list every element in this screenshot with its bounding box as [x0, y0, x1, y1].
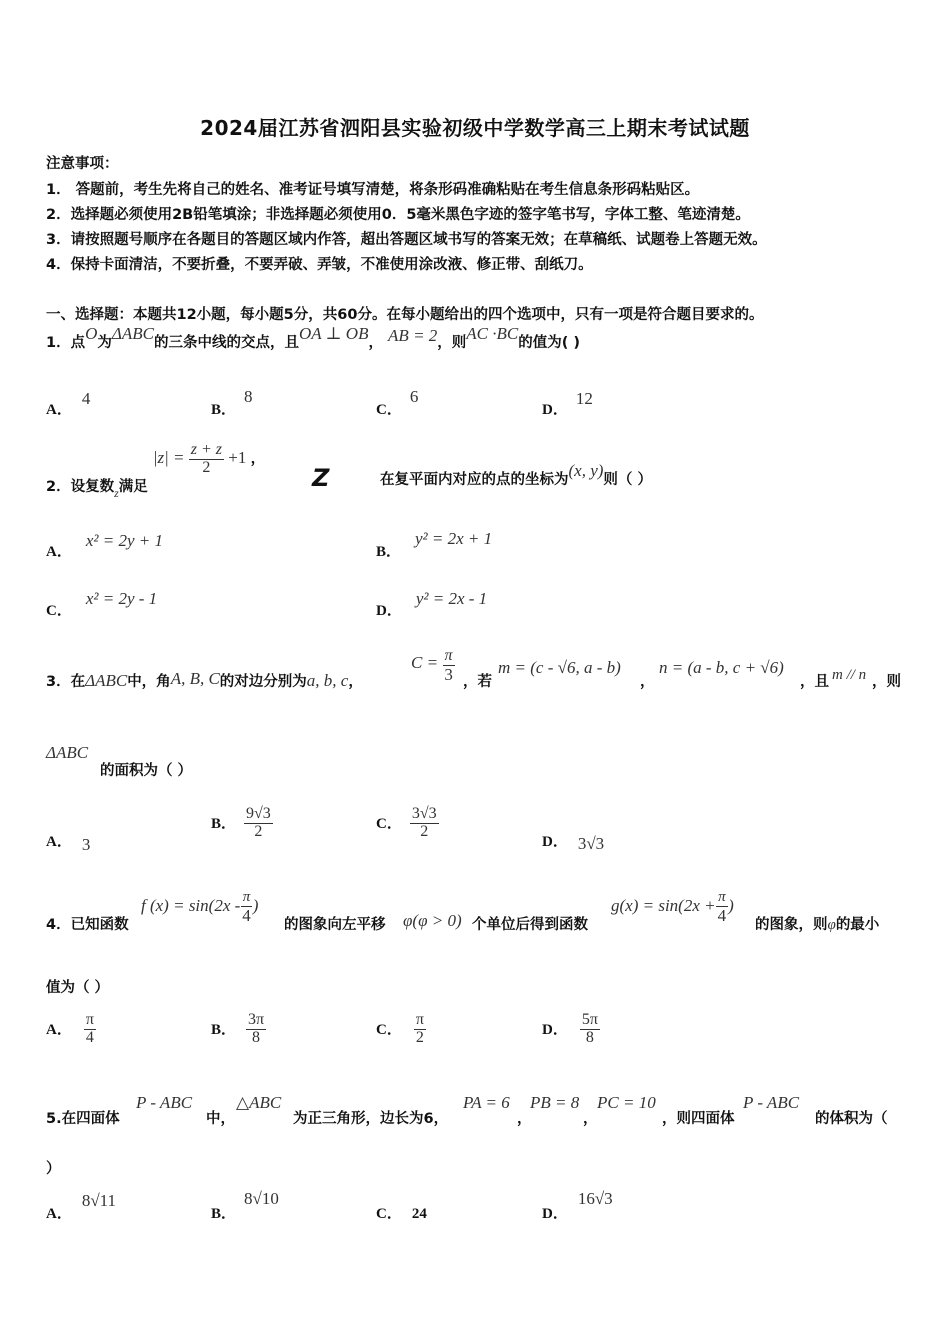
q2-text: 2．设复数: [46, 479, 115, 496]
q3-text: 的对边分别为: [219, 674, 307, 690]
q5-comma: ，: [583, 1111, 598, 1127]
q5-triangle: △ABC: [236, 1093, 282, 1112]
notice-item: 2．选择题必须使用2B铅笔填涂；非选择题必须使用0．5毫米黑色字迹的签字笔书写，字体工整、笔迹清楚。: [46, 207, 750, 223]
q3-ruo: ，若: [463, 674, 492, 690]
option-value: 3: [81, 835, 91, 854]
q5-text: 中，: [206, 1111, 235, 1127]
q3-three: 3: [444, 664, 453, 684]
q2-option-d[interactable]: [376, 588, 488, 619]
option-denominator: 2: [420, 822, 429, 840]
q4-g-expr: g(x) = sin(2x +: [611, 896, 716, 916]
notice-heading: 注意事项：: [46, 156, 119, 172]
question-1: [46, 324, 581, 352]
option-label: A．: [46, 402, 72, 418]
option-label: D．: [542, 402, 568, 418]
q4-pi: π: [718, 889, 726, 905]
q3-pi-over-3: [442, 648, 455, 684]
q1-option-b[interactable]: [211, 386, 253, 418]
q2-variable-z: z: [114, 486, 119, 501]
question-2: [46, 441, 266, 501]
q4-option-d[interactable]: [542, 1012, 600, 1047]
q2-denominator: 2: [202, 458, 211, 476]
q1-point-o: O: [85, 324, 98, 343]
q5-pa: PA = 6: [463, 1093, 510, 1112]
q1-dot-product: AC ·BC: [466, 324, 519, 343]
q3-triangle-2: ΔABC: [46, 743, 89, 762]
q2-fraction: [189, 442, 224, 477]
q4-pi: π: [242, 889, 251, 905]
option-label: B．: [211, 1021, 237, 1038]
option-label: A．: [46, 544, 72, 560]
q3-option-c[interactable]: [376, 806, 439, 841]
q4-phi: φ: [827, 917, 836, 933]
option-label: D．: [542, 1206, 568, 1222]
q4-phi-condition: φ(φ > 0): [403, 911, 462, 930]
q2-text: 在复平面内对应的点的坐标为: [380, 472, 569, 488]
q5-text-continued: ）: [46, 1161, 61, 1177]
q3-sides: a, b, c: [306, 671, 349, 690]
q4-four: 4: [717, 905, 727, 925]
q3-option-a[interactable]: [46, 830, 91, 854]
option-label: D．: [542, 834, 568, 850]
q2-plus-one: +1: [228, 448, 247, 468]
q4-pi-over-4-g: [716, 890, 729, 925]
q1-text: ，则: [437, 335, 467, 351]
q2-coordinates: (x, y): [568, 461, 604, 480]
option-fraction: [580, 1012, 600, 1047]
q3-option-b[interactable]: [211, 806, 273, 841]
option-fraction: [410, 806, 439, 841]
option-value: y² = 2x - 1: [415, 589, 488, 608]
q2-option-b[interactable]: [376, 528, 493, 560]
option-fraction: [84, 1012, 96, 1047]
q2-comma: ，: [250, 451, 266, 468]
q4-option-b[interactable]: [211, 1012, 266, 1047]
option-value: 4: [81, 389, 91, 408]
option-value: 24: [411, 1206, 427, 1222]
option-denominator: 8: [252, 1028, 261, 1046]
q2-complex-z: Z: [312, 464, 328, 492]
q1-option-c[interactable]: [376, 386, 419, 418]
q4-four: 4: [242, 905, 251, 925]
q3-option-d[interactable]: [542, 830, 604, 851]
option-numerator: 5π: [581, 1011, 598, 1028]
q4-function-g: [611, 890, 734, 925]
q2-equation: [152, 441, 251, 476]
q5-text: 的体积为（: [815, 1111, 888, 1127]
option-label: C．: [376, 1021, 402, 1038]
option-label: B．: [211, 815, 237, 832]
option-value: x² = 2y + 1: [85, 531, 163, 550]
q3-angle-c-label: C =: [411, 652, 439, 672]
q4-text: 的最小: [835, 917, 880, 933]
q4-close-paren: ): [728, 896, 734, 916]
option-label: A．: [46, 1206, 72, 1222]
option-label: D．: [376, 603, 402, 619]
option-numerator: π: [415, 1011, 424, 1028]
q5-option-a[interactable]: [46, 1190, 117, 1222]
option-label: C．: [376, 402, 402, 418]
q2-text: 则（ ）: [603, 472, 652, 488]
q2-modulus: |z| =: [152, 448, 185, 468]
notice-item: 3．请按照题号顺序在各题目的答题区域内作答，超出答题区域书写的答案无效；在草稿纸、试题卷上答题无效。: [46, 232, 767, 248]
q4-function-f: [141, 890, 258, 925]
q3-parallel: m // n: [832, 667, 867, 683]
option-numerator: 9√3: [246, 805, 271, 822]
option-label: C．: [46, 603, 72, 619]
q5-tetrahedron-2: P - ABC: [743, 1093, 800, 1112]
option-numerator: 3π: [248, 1011, 265, 1028]
q3-qie: ，且: [800, 674, 829, 690]
q4-f-expr: f (x) = sin(2x -: [141, 896, 241, 916]
q3-comma: ，: [348, 674, 363, 690]
q5-pb: PB = 8: [530, 1093, 580, 1112]
option-value: x² = 2y - 1: [85, 589, 158, 608]
option-value: y² = 2x + 1: [415, 529, 493, 548]
q4-text: 的图象，则: [755, 917, 828, 933]
option-fraction: [414, 1012, 426, 1047]
option-denominator: 4: [85, 1028, 94, 1046]
notice-item: 1． 答题前，考生先将自己的姓名、准考证号填写清楚，将条形码准确粘贴在考生信息条形码粘贴区。: [46, 182, 700, 198]
q1-option-a[interactable]: [46, 388, 91, 418]
q5-option-c[interactable]: [376, 1202, 427, 1223]
option-label: B．: [376, 544, 402, 560]
q4-tail: [755, 913, 879, 934]
q1-condition-length: AB = 2: [388, 326, 438, 345]
option-denominator: 2: [415, 1028, 424, 1046]
q3-vector-m: m = (c - √6, a - b): [498, 658, 621, 677]
q5-comma: ，: [517, 1111, 532, 1127]
q2-text: 满足: [118, 479, 148, 496]
q3-text: 中，角: [127, 674, 171, 690]
q1-text: 的三条中线的交点，且: [153, 335, 299, 351]
option-label: A．: [46, 834, 72, 850]
q1-text: 的值为( ): [518, 335, 581, 351]
q5-pc: PC = 10: [597, 1093, 656, 1112]
q3-pi: π: [444, 647, 453, 664]
option-numerator: 3√3: [411, 805, 437, 822]
q4-text: 个单位后得到函数: [472, 917, 588, 933]
option-value: 8√11: [81, 1191, 117, 1210]
option-denominator: 2: [254, 822, 263, 840]
q1-triangle: ΔABC: [111, 324, 154, 343]
q4-intro: 4．已知函数: [46, 917, 129, 933]
q5-text: 为正三角形，边长为6，: [293, 1111, 449, 1127]
q3-vector-n: n = (a - b, c + √6): [659, 658, 784, 677]
q4-option-a[interactable]: [46, 1012, 96, 1047]
q5-option-b[interactable]: [211, 1188, 279, 1222]
q5-text: ，则四面体: [662, 1111, 735, 1127]
option-label: B．: [211, 1206, 237, 1222]
option-value: 6: [409, 387, 419, 406]
q1-condition-perpendicular: OA ⊥ OB: [298, 324, 369, 343]
q3-ze: ，则: [872, 674, 901, 690]
q1-text: 1．点: [46, 335, 86, 351]
q3-area-text: 的面积为（ ）: [100, 763, 193, 779]
q4-pi-over-4: [240, 890, 253, 925]
section-heading: 一、选择题：本题共12小题，每小题5分，共60分。在每小题给出的四个选项中，只有一项是符合题目要求的。: [46, 307, 764, 323]
option-denominator: 8: [585, 1028, 594, 1046]
q2-option-c[interactable]: [46, 588, 158, 619]
q3-triangle: ΔABC: [85, 671, 128, 690]
q1-comma: ，: [368, 335, 383, 351]
q4-option-c[interactable]: [376, 1012, 426, 1047]
option-label: C．: [376, 1206, 402, 1222]
q2-numerator: z + z: [190, 441, 223, 458]
question-3: [46, 650, 363, 690]
option-label: D．: [542, 1021, 568, 1038]
option-value: 8√10: [244, 1189, 279, 1208]
q5-intro: 5.在四面体: [46, 1111, 120, 1127]
q5-tetrahedron: P - ABC: [136, 1093, 193, 1112]
option-fraction: [244, 806, 273, 841]
q3-comma2: ，: [640, 674, 655, 690]
option-label: A．: [46, 1021, 72, 1038]
q3-text: 3．在: [46, 674, 86, 690]
option-numerator: π: [85, 1011, 94, 1028]
q5-option-d[interactable]: [542, 1188, 613, 1222]
option-fraction: [246, 1012, 266, 1047]
option-label: B．: [211, 402, 237, 418]
q1-option-d[interactable]: [542, 388, 593, 418]
page-title: 2024届江苏省泗阳县实验初级中学数学高三上期末考试试题: [200, 116, 750, 140]
q2-tail: [380, 461, 652, 489]
q4-shift-text: 的图象向左平移: [284, 917, 386, 933]
option-label: C．: [376, 815, 402, 832]
option-value: 12: [575, 389, 593, 408]
q3-angle-c: [411, 648, 455, 684]
option-value: 3√3: [577, 834, 605, 853]
option-value: 16√3: [577, 1189, 613, 1208]
option-value: 8: [244, 387, 253, 406]
q3-angles: A, B, C: [170, 669, 220, 688]
notice-item: 4．保持卡面清洁，不要折叠，不要弄破、弄皱，不准使用涂改液、修正带、刮纸刀。: [46, 257, 593, 273]
q4-close-paren: ): [252, 896, 259, 916]
q1-text: 为: [97, 335, 112, 351]
q4-text-continued: 值为（ ）: [46, 980, 110, 996]
q2-option-a[interactable]: [46, 530, 163, 560]
